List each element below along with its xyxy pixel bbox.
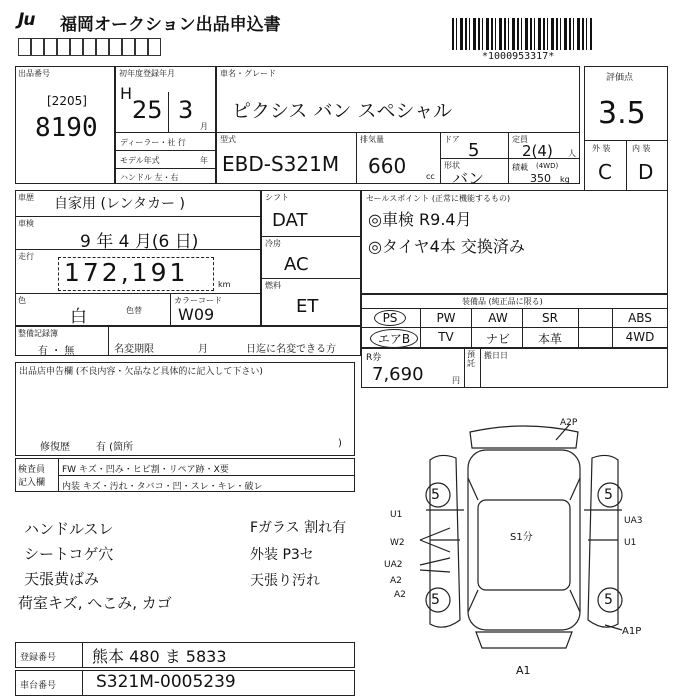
ac-label: 冷房 — [265, 239, 281, 248]
vehicle-type-label: 型式 — [220, 135, 236, 144]
inspector-label: 検査員 — [18, 465, 46, 475]
damage-label: UA2 — [384, 560, 403, 570]
color-value: 白 — [70, 307, 87, 327]
remark-right: 天張り汚れ — [250, 573, 320, 589]
repair-label: 修復歴 — [40, 442, 70, 453]
remark-right: 外装 P3セ — [250, 547, 314, 563]
handle-label: ハンドル 左・右 — [120, 173, 179, 182]
equipment-4wd: 4WD — [625, 330, 655, 344]
load-unit: kg — [560, 175, 570, 184]
cc-unit: cc — [426, 172, 435, 181]
registration-era: H — [120, 84, 133, 103]
repair-close: ) — [338, 438, 342, 449]
repair-value: 有 (箇所 — [96, 442, 134, 453]
tire-mark: 5 — [431, 592, 440, 608]
recycle-value: 7,690 — [372, 364, 424, 385]
vehicle-name-label: 車名・グレード — [220, 69, 276, 78]
equipment-leather: 本革 — [537, 332, 562, 346]
registration-year: 25 — [132, 96, 163, 124]
ship-label: 搬日日 — [484, 351, 508, 360]
damage-label: A2P — [560, 418, 578, 428]
damage-label: U1 — [624, 538, 637, 548]
color-code-label: カラーコード — [174, 296, 222, 305]
equipment-ps: PS — [374, 310, 406, 326]
load-note: (4WD) — [536, 162, 559, 170]
ac-value: AC — [284, 254, 309, 275]
plate-label: 登録番号 — [20, 653, 57, 663]
exterior-grade: C — [598, 160, 612, 184]
damage-label: UA3 — [624, 516, 643, 526]
inspection-value: 9 年 4 月(6 日) — [80, 232, 199, 252]
damage-label: A2 — [390, 576, 402, 586]
warranty-label: 名変期限 — [114, 344, 154, 355]
equipment-navi: ナビ — [485, 332, 510, 346]
warranty-month: 月 — [198, 344, 208, 355]
tire-mark: 5 — [431, 487, 440, 503]
history-value: 自家用 (レンタカー ) — [54, 196, 185, 212]
inspector-label2: 記入欄 — [18, 478, 46, 488]
doors-value: 5 — [468, 140, 480, 161]
maintenance-label: 整備記録簿 — [18, 329, 58, 338]
vehicle-name: ピクシス バン スペシャル — [232, 100, 453, 122]
tire-mark: 5 — [604, 592, 613, 608]
interior-grade: D — [638, 160, 654, 184]
shift-value: DAT — [272, 210, 308, 231]
listing-small-number: [2205] — [47, 94, 87, 108]
mileage-label: 走行 — [18, 252, 34, 261]
equipment-abs: ABS — [628, 311, 652, 325]
color-code-value: W09 — [178, 305, 215, 324]
mileage-unit: km — [218, 280, 231, 289]
sales-point-line: ◎タイヤ4本 交換済み — [368, 237, 525, 256]
recycle-unit: 円 — [452, 376, 460, 385]
shape-label: 形状 — [444, 161, 460, 170]
registration-year-label: 初年度登録年月 — [119, 69, 175, 78]
sales-points-label: セールスポイント (正常に機能するもの) — [366, 194, 511, 203]
grade-score: 3.5 — [598, 96, 646, 131]
remark-right: Fガラス 割れ有 — [250, 520, 347, 536]
damage-label: U1 — [390, 510, 403, 520]
seller-notes-label: 出品店申告欄 (不良内容・欠品など具体的に記入して下さい) — [19, 367, 263, 377]
equipment-pw: PW — [436, 311, 456, 325]
equipment-aw: AW — [488, 311, 508, 325]
remark-left: シートコゲ穴 — [24, 545, 114, 563]
form-title: 福岡オークション出品申込書 — [60, 15, 281, 35]
mileage-value: 172,191 — [64, 258, 189, 287]
shift-label: シフト — [265, 193, 289, 202]
registration-month-unit: 月 — [200, 122, 208, 131]
equipment-tv: TV — [438, 330, 454, 344]
brand-logo: Ju — [18, 10, 35, 30]
barcode — [452, 18, 592, 50]
listing-number: 8190 — [35, 113, 98, 143]
remark-left: 天張黄ばみ — [24, 570, 100, 588]
barcode-number: *1000953317* — [482, 51, 555, 62]
tire-mark: 5 — [604, 487, 613, 503]
color-label: 色 — [18, 296, 26, 305]
inspection-label: 車検 — [18, 219, 34, 228]
capacity-label: 定員 — [512, 135, 528, 144]
load-label: 積載 — [512, 163, 528, 172]
chassis-label: 車台番号 — [20, 681, 57, 691]
displacement-value: 660 — [368, 154, 407, 178]
inspector-exterior-row: FW キズ・凹み・ヒビ割・リペア跡・X要 — [62, 465, 229, 475]
damage-label: W2 — [390, 538, 405, 548]
damage-label: A1 — [516, 664, 531, 677]
history-label: 車歴 — [18, 193, 34, 202]
fuel-value: ET — [296, 296, 319, 317]
recycle-label: R券 — [366, 353, 382, 363]
sales-point-line: ◎車検 R9.4月 — [368, 210, 472, 229]
tax-label: 預託 — [467, 350, 475, 368]
remark-left: ハンドルスレ — [24, 520, 114, 538]
damage-label: A1P — [622, 626, 642, 637]
shape-value: バン — [452, 169, 485, 188]
plate-value: 熊本 480 ま 5833 — [92, 647, 227, 666]
listing-number-label: 出品番号 — [18, 69, 50, 78]
equipment-label: 装備品 (純正品に限る) — [462, 297, 543, 306]
doors-label: ドア — [444, 135, 460, 144]
grade-label: 評価点 — [606, 73, 634, 83]
load-value: 350 — [530, 172, 551, 185]
damage-label: S1分 — [510, 532, 533, 543]
fuel-label: 燃料 — [265, 281, 281, 290]
damage-label: A2 — [394, 590, 406, 600]
displacement-label: 排気量 — [360, 135, 384, 144]
equipment-sr: SR — [542, 311, 558, 325]
vehicle-type: EBD-S321M — [222, 152, 340, 176]
registration-month: 3 — [178, 96, 194, 124]
capacity-unit: 人 — [568, 149, 576, 158]
model-year-label: モデル年式 — [120, 156, 160, 165]
dealer-label: ディーラー・社 行 — [120, 138, 186, 147]
warranty-note: 日迄に名変できる方 — [246, 344, 336, 355]
model-year-unit: 年 — [200, 156, 208, 165]
exterior-label: 外 装 — [592, 144, 611, 153]
equipment-airbag: エアB — [370, 329, 418, 348]
color-change-label: 色替 — [126, 306, 142, 315]
interior-label: 内 装 — [632, 144, 651, 153]
maintenance-value: 有 ・ 無 — [38, 346, 75, 357]
capacity-value: 2(4) — [522, 142, 553, 160]
inspector-interior-row: 内装 キズ・汚れ・タバコ・凹・スレ・キレ・破レ — [62, 482, 263, 492]
remark-left: 荷室キズ, へこみ, カゴ — [18, 594, 172, 612]
chassis-value: S321M-0005239 — [96, 672, 236, 692]
